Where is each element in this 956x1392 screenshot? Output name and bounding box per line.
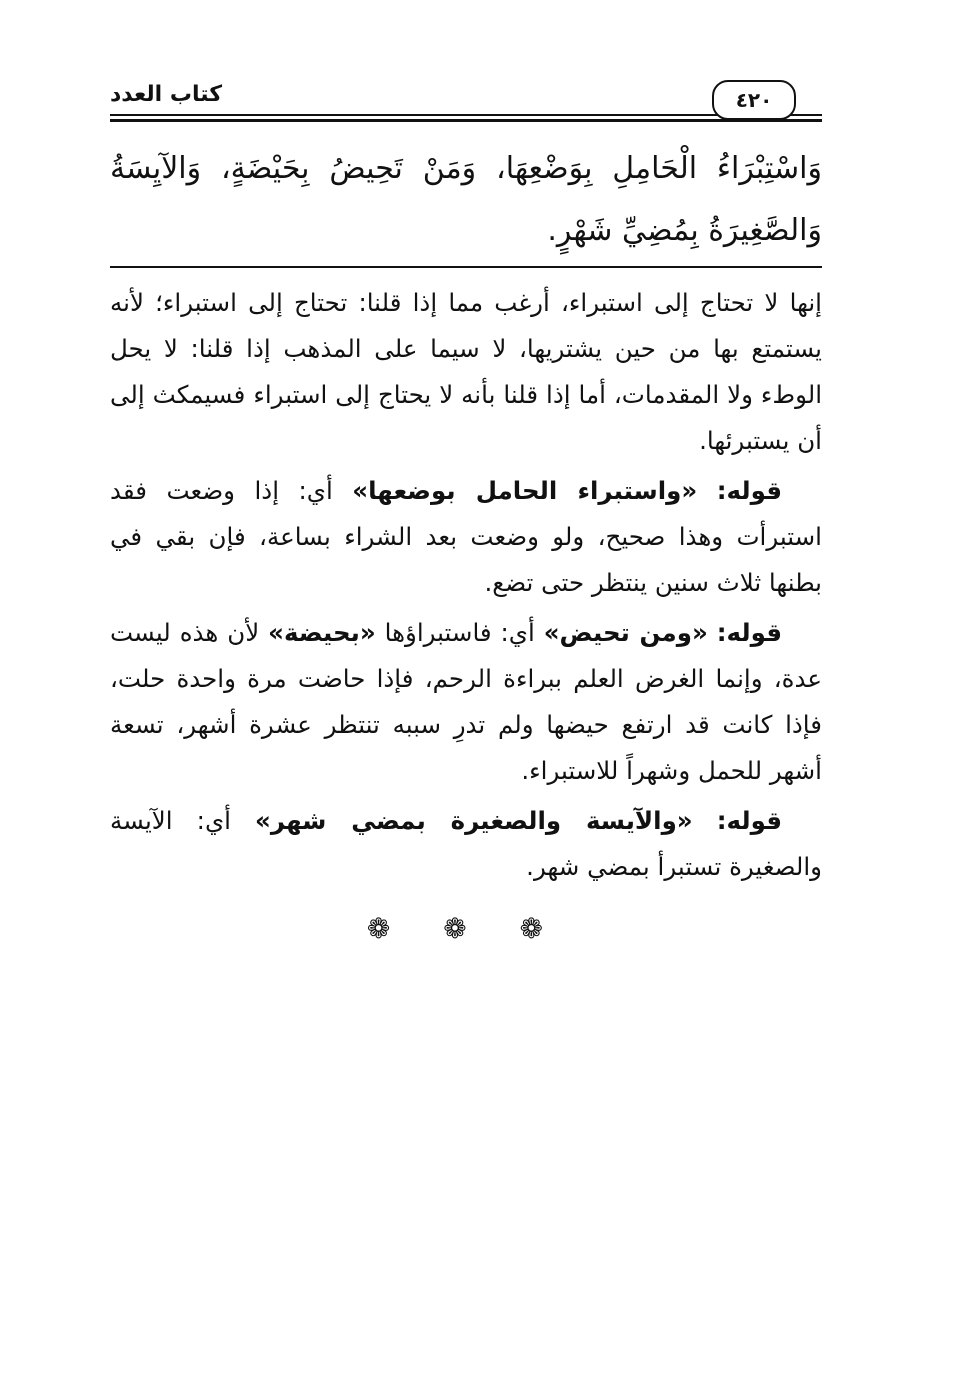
header-rule-thick bbox=[110, 119, 822, 122]
commentary bbox=[110, 280, 822, 894]
matn-divider bbox=[110, 266, 822, 268]
running-title: كتاب العدد bbox=[110, 82, 223, 107]
matn-quote-inline: «بحيضة» bbox=[268, 618, 376, 647]
paragraph-text: أي: فاستبراؤها bbox=[375, 618, 535, 647]
section-end-ornaments: ❁ ❁ ❁ bbox=[366, 912, 566, 945]
qawl-label: قوله: bbox=[716, 618, 782, 647]
qawl-label: قوله: bbox=[716, 806, 783, 835]
page-header bbox=[110, 78, 822, 126]
commentary-paragraph-2 bbox=[110, 468, 822, 606]
commentary-paragraph-1: إنها لا تحتاج إلى استبراء، أرغب مما إذا قلنا: تحتاج إلى استبراء؛ لأنه يستمتع بها من حين يشتريها، لا سيما على المذهب إذا قلنا: لا يحل الوطء ولا المقدمات، أما إذا قلنا بأنه لا يحتاج إلى استبراء فسيمكث إلى أن يستبرئها. bbox=[110, 288, 822, 455]
commentary-paragraph-4 bbox=[110, 798, 822, 890]
commentary-paragraph-3 bbox=[110, 610, 822, 794]
matn-quote: «واستبراء الحامل بوضعها» bbox=[352, 476, 698, 505]
matn-quote: «ومن تحيض» bbox=[543, 618, 708, 647]
qawl-label: قوله: bbox=[716, 476, 783, 505]
paragraph-text: لأن هذه ليست عدة، وإنما الغرض العلم ببراءة الرحم، فإذا حاضت مرة واحدة حلت، فإذا كانت قد ارتفع حيضها ولم تدرِ سببه تنتظر عشرة أشهر، تسعة أشهر للحمل وشهراً للاستبراء. bbox=[110, 618, 822, 785]
page-number: ٤٢٠ bbox=[712, 80, 796, 120]
matn-quote: «والآيسة والصغيرة بمضي شهر» bbox=[255, 806, 693, 835]
paragraph-text: أي: إذا وضعت فقد استبرأت وهذا صحيح، ولو وضعت بعد الشراء بساعة، فإن بقي في بطنها ثلاث سنين ينتظر حتى تضع. bbox=[110, 476, 822, 597]
paragraph-text: أي: الآيسة والصغيرة تستبرأ بمضي شهر. bbox=[110, 806, 822, 881]
matn-text: وَاسْتِبْرَاءُ الْحَامِلِ بِوَضْعِهَا، وَمَنْ تَحِيضُ بِحَيْضَةٍ، وَالآيِسَةُ وَالصَّغِيرَةُ بِمُضِيِّ شَهْرٍ. bbox=[110, 151, 822, 248]
